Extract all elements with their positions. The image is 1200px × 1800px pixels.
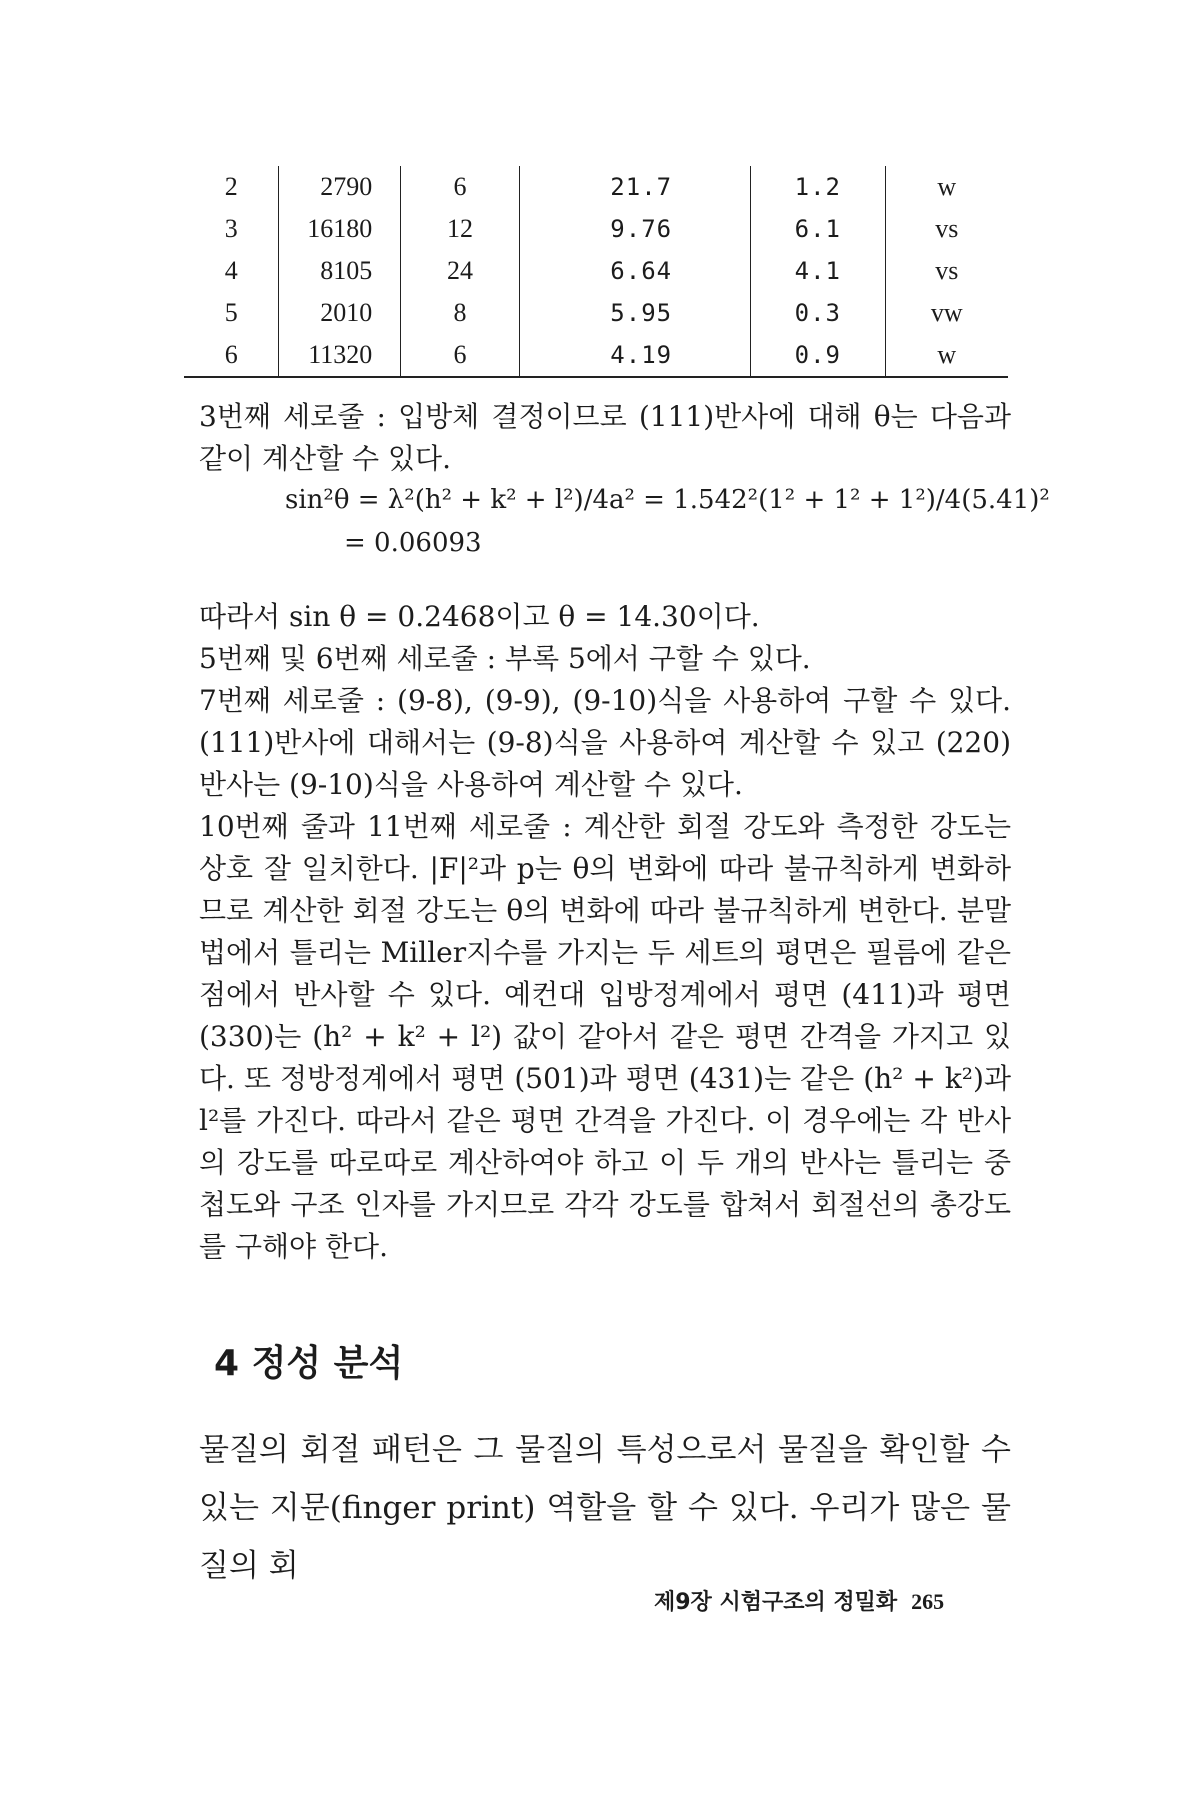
page-footer — [654, 1585, 944, 1616]
cell-lp-factor: 21.7 — [519, 166, 750, 208]
paragraph-column7: 7번째 세로줄 : (9-8), (9-9), (9-10)식을 사용하여 구할 수 있다. (111)반사에 대해서는 (9-8)식을 사용하여 계산할 수 있고 (220)반사는 (9-10)식을 사용하여 계산할 수 있다. — [199, 684, 1011, 801]
cell-intensity-observed: w — [885, 334, 1008, 377]
cell-intensity-calculated: 0.3 — [751, 292, 885, 334]
table-row — [184, 166, 1008, 208]
paragraph-column5-6: 5번째 및 6번째 세로줄 : 부록 5에서 구할 수 있다. — [199, 642, 811, 675]
table-row — [184, 292, 1008, 334]
equation-sin2theta: sin²θ = λ²(h² + k² + l²)/4a² = 1.542²(1² + 1² + 1²)/4(5.41)² — [285, 485, 1050, 515]
table-row — [184, 334, 1008, 377]
cell-intensity-observed: vs — [885, 250, 1008, 292]
cell-f-squared: 2790 — [279, 166, 401, 208]
cell-f-squared: 16180 — [279, 208, 401, 250]
cell-lp-factor: 9.76 — [519, 208, 750, 250]
equation-result: = 0.06093 — [344, 528, 482, 558]
cell-intensity-observed: vw — [885, 292, 1008, 334]
paragraph-column10-11: 10번째 줄과 11번째 세로줄 : 계산한 회절 강도와 측정한 강도는 상호 잘 일치한다. |F|²과 p는 θ의 변화에 따라 불규칙하게 변화하므로 계산한 회절 강도는 θ의 변화에 따라 불규칙하게 변한다. 분말법에서 틀리는 Miller지수를 가지는 두 세트의 평면은 필름에 같은 점에서 반사할 수 있다. 예컨대 입방정계에서 평면 (411)과 평면 (330)는 (h² + k² + l²) 값이 같아서 같은 평면 간격을 가지고 있다. 또 정방정계에서 평면 (501)과 평면 (431)는 같은 (h² + k²)과 l²를 가진다. 따라서 같은 평면 간격을 가진다. 이 경우에는 각 반사의 강도를 따로따로 계산하여야 하고 이 두 개의 반사는 틀리는 중첩도와 구조 인자를 가지므로 각각 강도를 합쳐서 회절선의 총강도를 구해야 한다. — [199, 810, 1011, 1263]
cell-multiplicity: 6 — [401, 166, 519, 208]
cell-multiplicity: 12 — [401, 208, 519, 250]
diffraction-table — [184, 166, 1008, 378]
page-number: 265 — [911, 1589, 945, 1614]
cell-intensity-calculated: 0.9 — [751, 334, 885, 377]
cell-multiplicity: 6 — [401, 334, 519, 377]
cell-lp-factor: 5.95 — [519, 292, 750, 334]
table-row — [184, 208, 1008, 250]
cell-f-squared: 11320 — [279, 334, 401, 377]
cell-row-index: 2 — [224, 172, 238, 201]
cell-intensity-observed: w — [885, 166, 1008, 208]
cell-row-index: 5 — [224, 298, 238, 327]
section-heading: 4 정성 분석 — [214, 1343, 404, 1384]
paragraph-column3: 3번째 세로줄 : 입방체 결정이므로 (111)반사에 대해 θ는 다음과 같이 계산할 수 있다. — [199, 400, 1011, 475]
cell-multiplicity: 8 — [401, 292, 519, 334]
paragraph-theta-value: 따라서 sin θ = 0.2468이고 θ = 14.30이다. — [199, 600, 760, 633]
paragraph-qualitative-analysis: 물질의 회절 패턴은 그 물질의 특성으로서 물질을 확인할 수 있는 지문(finger print) 역할을 할 수 있다. 우리가 많은 물질의 회 — [199, 1432, 1011, 1584]
footer-chapter-title: 제9장 시험구조의 정밀화 — [654, 1590, 898, 1615]
cell-f-squared: 2010 — [279, 292, 401, 334]
cell-multiplicity: 24 — [401, 250, 519, 292]
cell-intensity-calculated: 4.1 — [751, 250, 885, 292]
cell-row-index: 4 — [224, 256, 238, 285]
cell-intensity-calculated: 6.1 — [751, 208, 885, 250]
cell-intensity-calculated: 1.2 — [751, 166, 885, 208]
table-row — [184, 250, 1008, 292]
cell-row-index: 6 — [184, 334, 279, 377]
cell-lp-factor: 6.64 — [519, 250, 750, 292]
cell-lp-factor: 4.19 — [519, 334, 750, 377]
cell-f-squared: 8105 — [279, 250, 401, 292]
cell-row-index: 3 — [224, 214, 238, 243]
cell-intensity-observed: vs — [885, 208, 1008, 250]
